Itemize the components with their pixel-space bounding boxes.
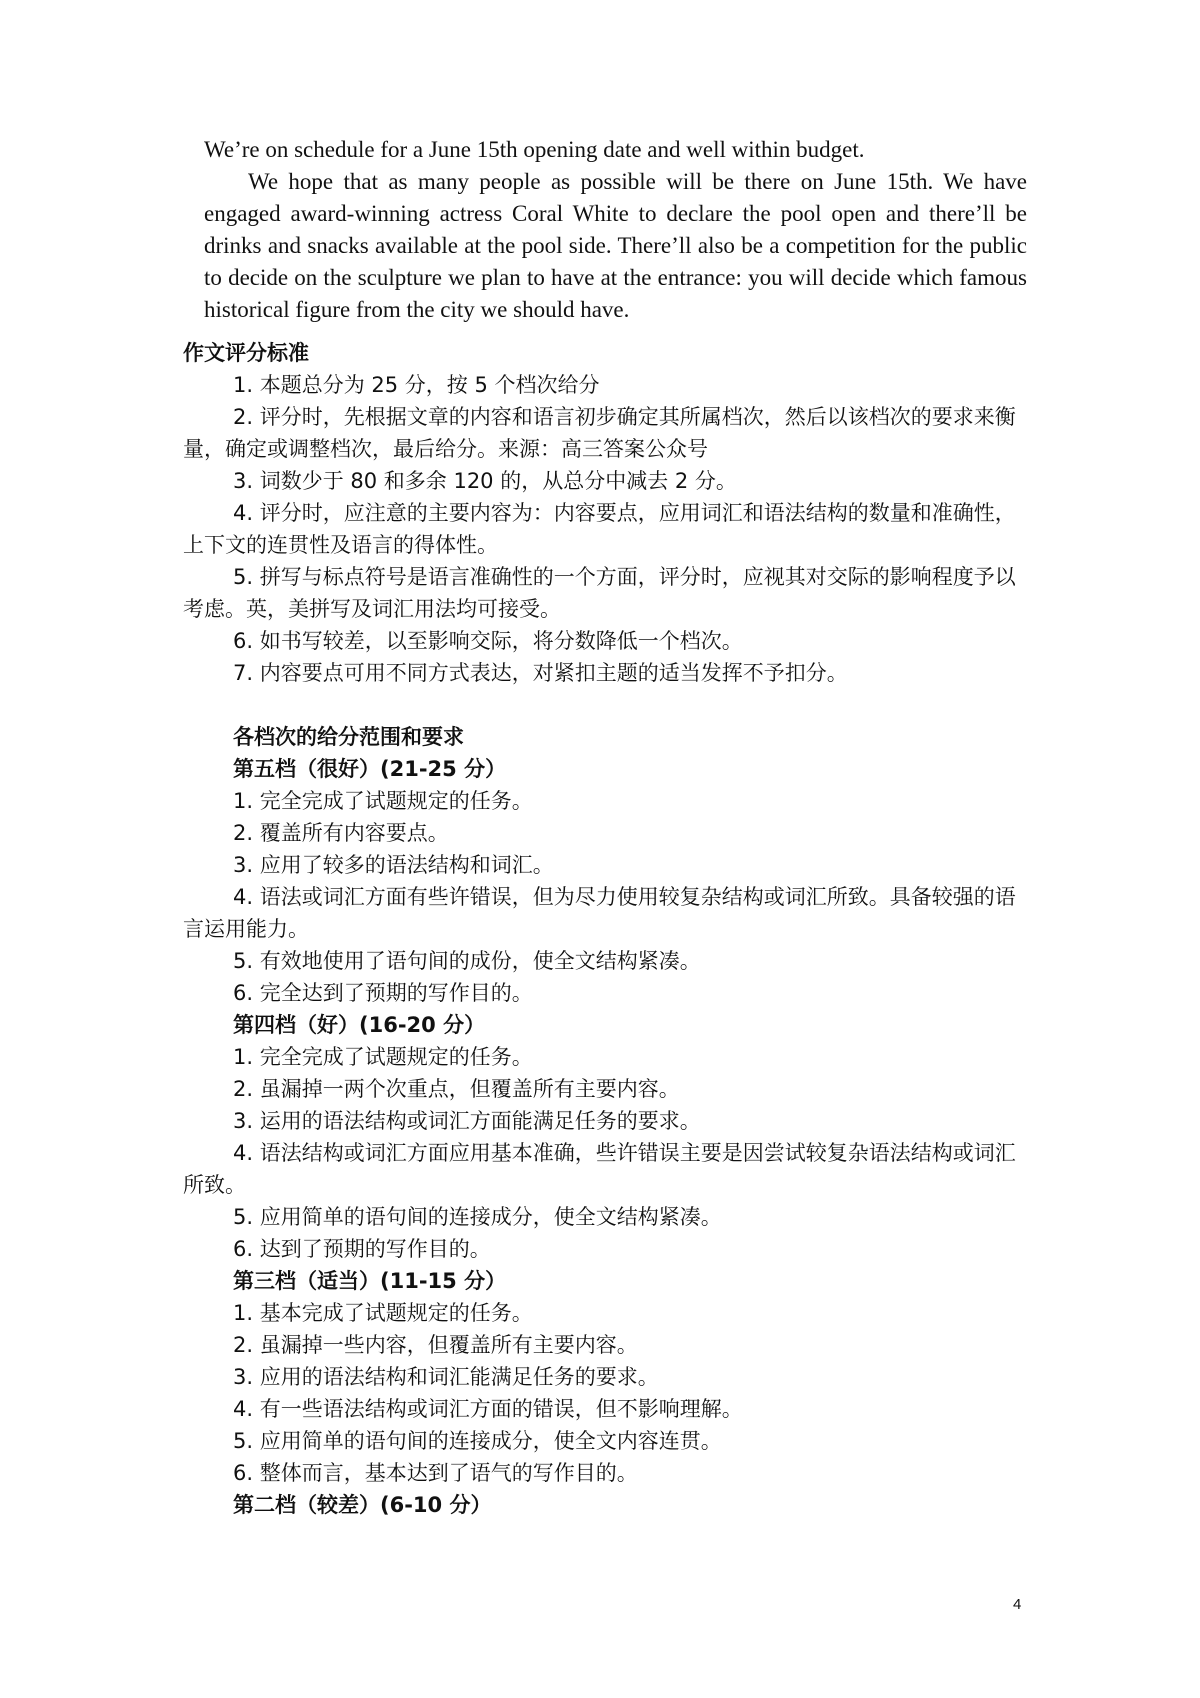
scoring-section [183,337,1028,1521]
scoring-item-7: 7. 内容要点可用不同方式表达，对紧扣主题的适当发挥不予扣分。 [233,661,848,685]
scoring-item-4: 4. 评分时，应注意的主要内容为：内容要点，应用词汇和语法结构的数量和准确性，上下文的连贯性及语言的得体性。 [183,501,1016,557]
passage-paragraph-2: We hope that as many people as possible will be there on June 15th. We have engaged award-winning actress Coral White to declare the pool open and there’ll be drinks and snacks available at the pool side. There’ll also be a competition for the public to decide on the sculpture we plan to have at the entrance: you will decide which famous historical figure from the city we should have. [204,169,1027,322]
tier5-title: 第五档（很好）(21-25 分） [233,757,507,781]
tier4-item-5: 5. 应用简单的语句间的连接成分，使全文结构紧凑。 [233,1205,722,1229]
tier3-item-1: 1. 基本完成了试题规定的任务。 [233,1301,533,1325]
tier4-item-4: 4. 语法结构或词汇方面应用基本准确，些许错误主要是因尝试较复杂语法结构或词汇所致。 [183,1141,1016,1197]
tier3-item-5: 5. 应用简单的语句间的连接成分，使全文内容连贯。 [233,1429,722,1453]
tier4-item-3: 3. 运用的语法结构或词汇方面能满足任务的要求。 [233,1109,701,1133]
passage-paragraph-1: We’re on schedule for a June 15th opening date and well within budget. [204,137,865,162]
tier5-item-5: 5. 有效地使用了语句间的成份，使全文结构紧凑。 [233,949,701,973]
tier3-item-2: 2. 虽漏掉一些内容，但覆盖所有主要内容。 [233,1333,638,1357]
tier5-item-2: 2. 覆盖所有内容要点。 [233,821,449,845]
tier4-item-1: 1. 完全完成了试题规定的任务。 [233,1045,533,1069]
tier3-item-3: 3. 应用的语法结构和词汇能满足任务的要求。 [233,1365,659,1389]
tier4-title: 第四档（好）(16-20 分） [233,1013,486,1037]
tier5-item-1: 1. 完全完成了试题规定的任务。 [233,789,533,813]
tier4-item-6: 6. 达到了预期的写作目的。 [233,1237,491,1261]
tier3-item-4: 4. 有一些语法结构或词汇方面的错误，但不影响理解。 [233,1397,743,1421]
scoring-title: 作文评分标准 [183,341,309,365]
tier5-item-4: 4. 语法或词汇方面有些许错误，但为尽力使用较复杂结构或词汇所致。具备较强的语言运用能力。 [183,885,1016,941]
tier2-title: 第二档（较差）(6-10 分） [233,1493,492,1517]
tier3-item-6: 6. 整体而言，基本达到了语气的写作目的。 [233,1461,638,1485]
english-passage [204,134,1027,326]
scoring-item-5: 5. 拼写与标点符号是语言准确性的一个方面，评分时，应视其对交际的影响程度予以考虑。英，美拼写及词汇用法均可接受。 [183,565,1016,621]
scoring-item-2: 2. 评分时，先根据文章的内容和语言初步确定其所属档次，然后以该档次的要求来衡量，确定或调整档次，最后给分。来源：高三答案公众号 [183,405,1016,461]
scoring-item-3: 3. 词数少于 80 和多余 120 的，从总分中减去 2 分。 [233,469,737,493]
scoring-item-6: 6. 如书写较差，以至影响交际，将分数降低一个档次。 [233,629,743,653]
tier5-item-3: 3. 应用了较多的语法结构和词汇。 [233,853,554,877]
tier5-item-6: 6. 完全达到了预期的写作目的。 [233,981,533,1005]
tier3-title: 第三档（适当）(11-15 分） [233,1269,507,1293]
scoring-item-1: 1. 本题总分为 25 分，按 5 个档次给分 [233,373,600,397]
tier4-item-2: 2. 虽漏掉一两个次重点，但覆盖所有主要内容。 [233,1077,680,1101]
section-gap [183,689,1028,721]
page-number: 4 [1013,1596,1022,1613]
levels-title: 各档次的给分范围和要求 [233,725,464,749]
